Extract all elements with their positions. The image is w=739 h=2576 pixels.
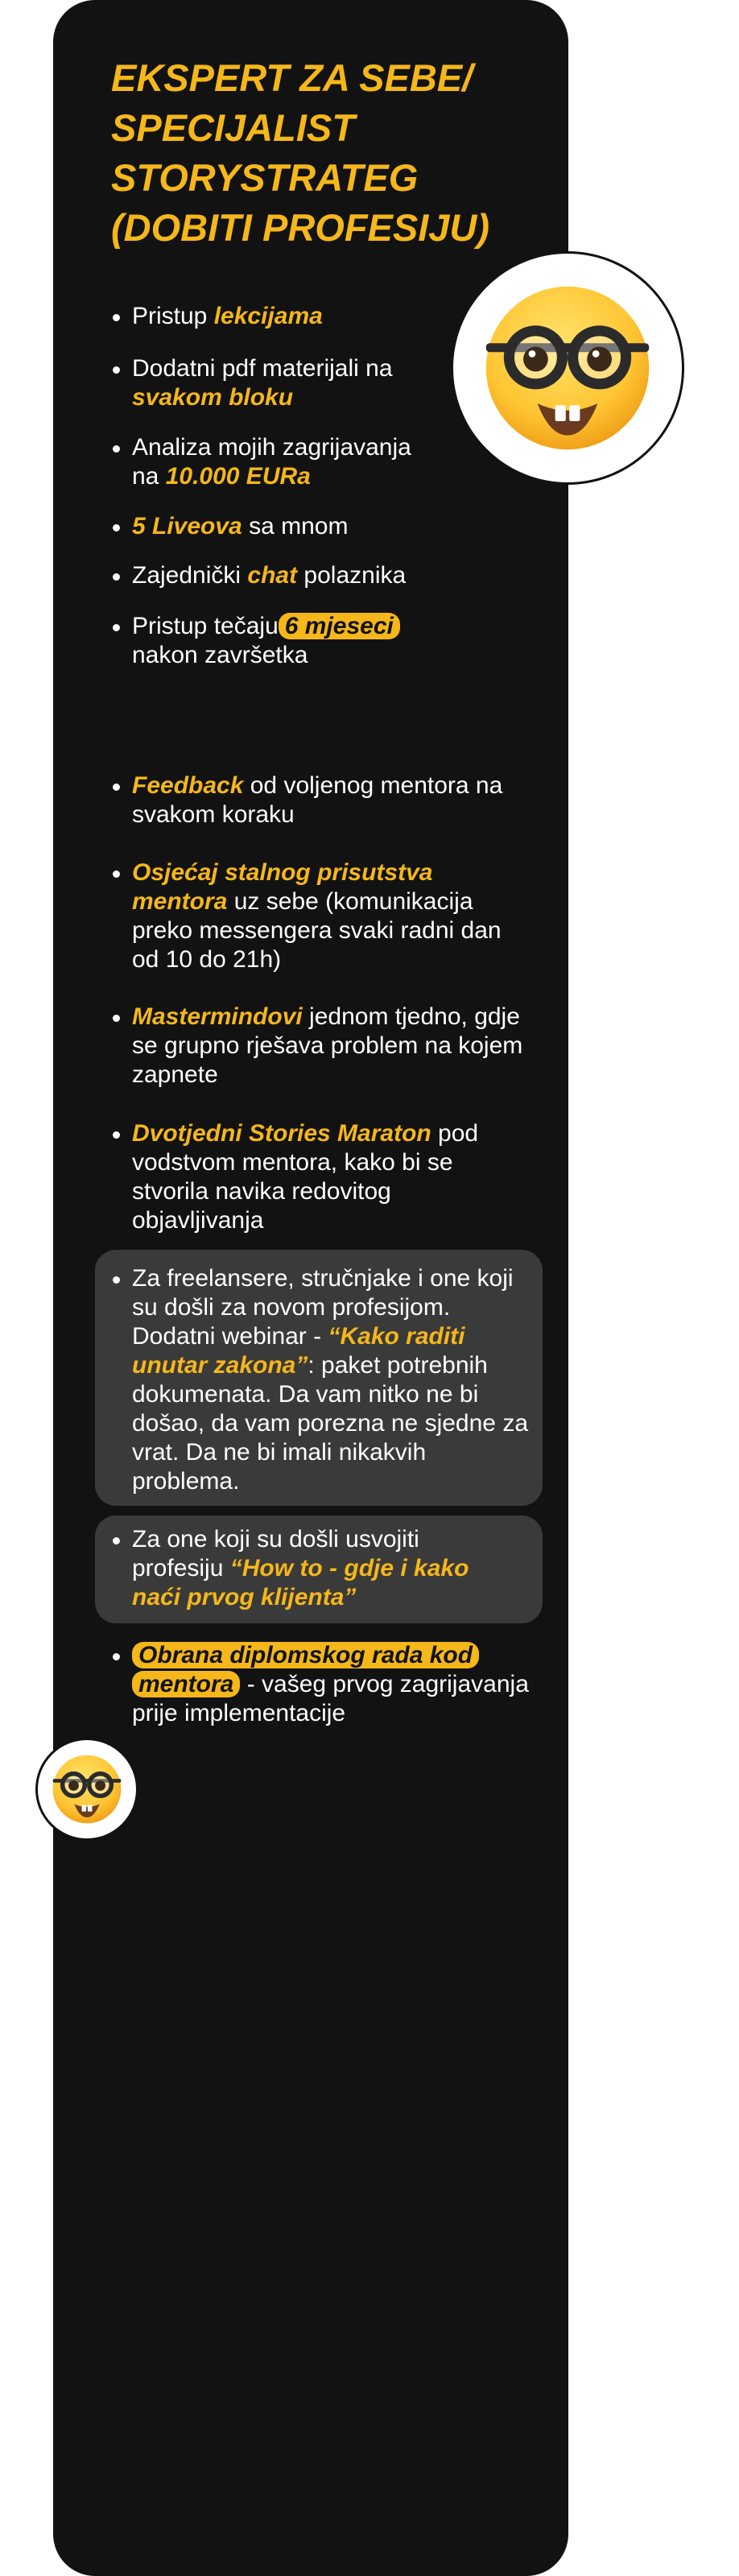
list-item: Pristup lekcijama: [132, 302, 470, 331]
highlight-pill: Obrana diplomskog rada kod mentora: [132, 1642, 479, 1697]
highlight-pill: 6 mjeseci: [279, 613, 400, 639]
package-title: EKSPERT ZA SEBE/ SPECIJALIST STORYSTRATEG (DOBITI PROFESIJU): [111, 56, 490, 249]
list-item: Za one koji su došli usvojiti profesiju “How to - gdje i kako naći prvog klijenta”: [132, 1525, 494, 1612]
list-item: Zajednički chat polaznika: [132, 561, 470, 590]
nerd-face-emoji-small: [35, 1738, 138, 1841]
list-item: Za freelansere, stručnjake i one koji su došli za novom profesijom. Dodatni webinar - “Kako raditi unutar zakona”: paket potrebnih dokumenata. Da vam nitko ne bi došao, da vam porezna ne sjedne za vrat. Da ne bi imali nikakvih problema.: [132, 1264, 531, 1496]
list-item: Osjećaj stalnog prisutstva mentora uz sebe (komunikacija preko messengera svaki radni dan od 10 do 21h): [132, 858, 510, 974]
list-item: Mastermindovi jednom tjedno, gdje se grupno rješava problem na kojem zapnete: [132, 1003, 526, 1090]
list-item: Dvotjedni Stories Maraton pod vodstvom mentora, kako bi se stvorila navika redovitog objavljivanja: [132, 1119, 510, 1235]
nerd-face-emoji-large: [451, 251, 684, 485]
list-item: Feedback od voljenog mentora na svakom koraku: [132, 771, 526, 829]
nerd-face-icon: [479, 279, 656, 457]
list-item: Dodatni pdf materijali na svakom bloku: [132, 354, 422, 412]
list-item: 5 Liveova sa mnom: [132, 512, 470, 541]
nerd-face-icon: [50, 1752, 124, 1826]
list-item: Analiza mojih zagrijavanja na 10.000 EURa: [132, 433, 438, 491]
list-item: Pristup tečaju 6 mjeseci nakon završetka: [132, 612, 422, 670]
list-item: Obrana diplomskog rada kod mentora - vašeg prvog zagrijavanja prije implementacije: [132, 1641, 535, 1728]
